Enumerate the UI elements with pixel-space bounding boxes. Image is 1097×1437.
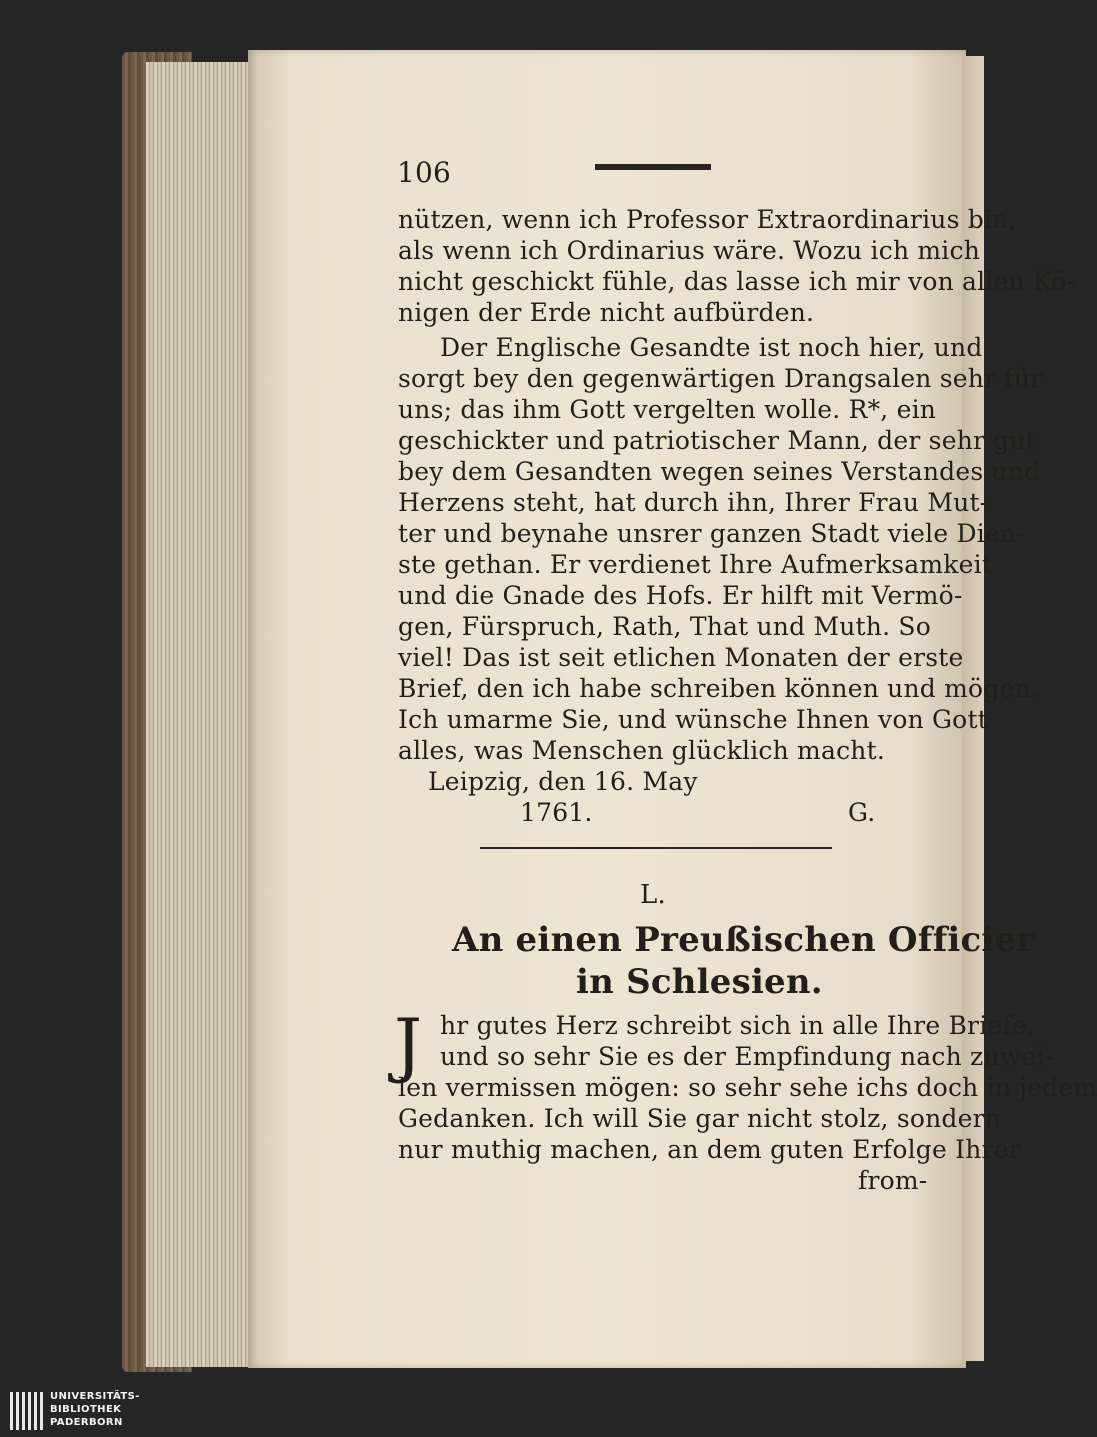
- letter-title-line2: in Schlesien.: [576, 962, 823, 1002]
- body-line: geschickter und patriotischer Mann, der sehr gut: [398, 426, 1037, 455]
- body-line: Der Englische Gesandte ist noch hier, und: [440, 333, 983, 362]
- letter-line: hr gutes Herz schreibt sich in alle Ihre Briefe,: [440, 1011, 1035, 1040]
- body-line: nigen der Erde nicht aufbürden.: [398, 298, 815, 327]
- library-logo-icon: [10, 1392, 44, 1430]
- catchword: from-: [858, 1166, 928, 1195]
- body-line: nicht geschickt fühle, das lasse ich mir von allen Kö-: [398, 267, 1076, 296]
- header-rule: [595, 164, 711, 170]
- section-separator: [480, 847, 832, 849]
- letter-year: 1761.: [520, 798, 593, 827]
- body-line: Ich umarme Sie, und wünsche Ihnen von Gott: [398, 705, 988, 734]
- letter-line: Gedanken. Ich will Sie gar nicht stolz, sondern: [398, 1104, 1002, 1133]
- body-line: nützen, wenn ich Professor Extraordinarius bin,: [398, 205, 1017, 234]
- logo-text-line2: BIBLIOTHEK: [50, 1404, 122, 1415]
- body-line: alles, was Menschen glücklich macht.: [398, 736, 885, 765]
- footer-bar: [0, 1385, 1000, 1437]
- drop-cap-initial: J: [394, 1004, 423, 1086]
- place-date: Leipzig, den 16. May: [428, 767, 698, 796]
- body-line: sorgt bey den gegenwärtigen Drangsalen sehr für: [398, 364, 1043, 393]
- letter-line: nur muthig machen, an dem guten Erfolge Ihrer: [398, 1135, 1021, 1164]
- body-line: Herzens steht, hat durch ihn, Ihrer Frau Mut-: [398, 488, 989, 517]
- body-line: uns; das ihm Gott vergelten wolle. R*, ein: [398, 395, 937, 424]
- logo-text-line3: PADERBORN: [50, 1417, 123, 1428]
- body-line: ter und beynahe unsrer ganzen Stadt viele Dien-: [398, 519, 1025, 548]
- section-number: L.: [640, 880, 666, 910]
- logo-text-line1: UNIVERSITÄTS-: [50, 1391, 140, 1402]
- body-line: Brief, den ich habe schreiben können und mögen.: [398, 674, 1039, 703]
- letter-title-line1: An einen Preußischen Officier: [452, 920, 1035, 960]
- body-line: gen, Fürspruch, Rath, That und Muth. So: [398, 612, 931, 641]
- signature: G.: [848, 798, 876, 827]
- letter-line: und so sehr Sie es der Empfindung nach zuwei-: [440, 1042, 1054, 1071]
- letter-line: len vermissen mögen: so sehr sehe ichs doch in jedem: [398, 1073, 1097, 1102]
- body-line: und die Gnade des Hofs. Er hilft mit Vermö-: [398, 581, 963, 610]
- body-line: ste gethan. Er verdienet Ihre Aufmerksamkeit: [398, 550, 993, 579]
- body-line: bey dem Gesandten wegen seines Verstandes und: [398, 457, 1041, 486]
- body-line: als wenn ich Ordinarius wäre. Wozu ich mich: [398, 236, 981, 265]
- body-line: viel! Das ist seit etlichen Monaten der erste: [398, 643, 964, 672]
- page-number: 106: [397, 156, 452, 189]
- book-page-edges: [146, 62, 250, 1367]
